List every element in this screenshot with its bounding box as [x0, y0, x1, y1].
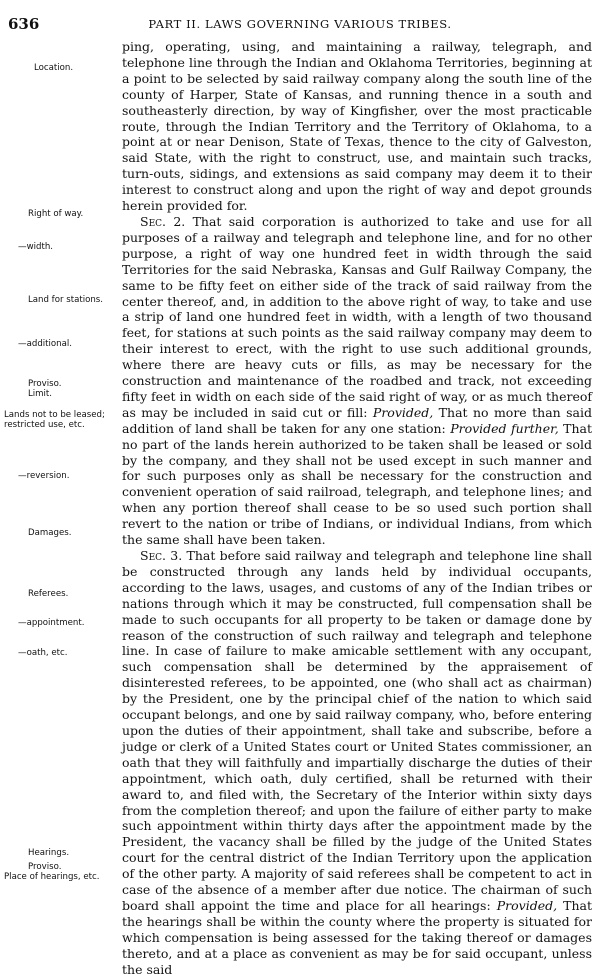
- section-3-text-a: That before said railway and telegraph and telephone line shall be constructed through any lands held by individual occupants, according to the laws, usages, and customs of any of the Indian tribes or nations through which it may be constructed, full compensation shall be made to such occupants for all property to be taken or damage done by reason of the construction of such railway and telegraph and telephone line. In case of failure to make amicable settlement with any occupant, such compensation shall be determined by the appraisement of disinterested referees, to be appointed, one (who shall act as chairman) by the President, one by the principal chief of the nation to which said occupant belongs, and one by said railway company, who, before entering upon the duties of their appointment, shall take and subscribe, before a judge or clerk of a United States court or United States commissioner, an oath that they will faithfully and impartially discharge the duties of their appointment, which oath, duly certified, shall be returned with their award to, and filed with, the Secretary of the Interior within sixty days from the completion thereof; and upon the failure of either party to make such appointment within thirty days after the appointment made by the President, the vacancy shall be filled by the judge of the United States court for the central district of the Indian Territory upon the application of the other party. A majority of said referees shall be competent to act in case of the absence of a member after due notice. The chairman of such board shall appoint the time and place for all hearings:: [122, 548, 592, 913]
- margin-note-appointment: —appointment.: [18, 618, 85, 628]
- section-2-text-c: That no part of the lands herein authorized to be taken shall be leased or sold by the company, and they shall not be used except in such manner and for such purposes only as shall be necessary for the construction and convenient operation of said railroad, telegraph, and telephone lines; and when any portion thereof shall cease to be so used such portion shall revert to the nation or tribe of Indians, or individual Indians, from which the same shall have been taken.: [122, 420, 592, 548]
- section-2-proviso-1: Provided,: [372, 404, 434, 420]
- document-body: [122, 39, 592, 977]
- paragraph-continuation: ping, operating, using, and maintaining a railway, telegraph, and telephone line through the Indian and Oklahoma Territories, beginning at a point to be selected by said railway company along the south line of the county of Harper, State of Kansas, and running thence in a south and southeasterly direction, by way of Kingfisher, over the most practicable route, through the Indian Territory and the Territory of Oklahoma, to a point at or near Denison, State of Texas, thence to the city of Galveston, said State, with the right to construct, use, and maintain such tracks, turn-outs, sidings, and extensions as said company may deem it to their interest to construct along and upon the right of way and depot grounds herein provided for.: [122, 39, 592, 214]
- margin-note-proviso: Proviso.: [28, 379, 62, 389]
- running-title: PART II. LAWS GOVERNING VARIOUS TRIBES.: [148, 17, 452, 31]
- margin-note-place-of-hearings: Place of hearings, etc.: [4, 872, 100, 882]
- section-3-text-b: That the hearings shall be within the county where the property is situated for which compensation is being assessed for the taking thereof or damages thereto, and at a place as convenient as may be for said occupant, unless the said: [122, 897, 592, 977]
- section-3-proviso: Provided,: [496, 897, 558, 913]
- section-2-text-a: That said corporation is authorized to take and use for all purposes of a railway and telegraph and telephone line, and for no other purpose, a right of way one hundred feet in width through the said Territories for the said Nebraska, Kansas and Gulf Railway Company, the same to be fifty feet on either side of the track of said railway from the center thereof, and, in addition to the above right of way, to take and use a strip of land one hundred feet in width, with a length of two thousand feet, for stations at such points as the said railway company may deem to their interest to erect, with the right to use such additional grounds, where there are heavy cuts or fills, as may be necessary for the construction and maintenance of the roadbed and track, not exceeding fifty feet in width on each side of the said right of way, or as much thereof as may be included in said cut or fill:: [122, 213, 592, 420]
- margin-note-land-for-stations: Land for stations.: [28, 295, 104, 305]
- margin-note-proviso-2: Proviso.: [28, 862, 62, 872]
- margin-note-referees: Referees.: [28, 589, 69, 599]
- section-3: [122, 548, 592, 977]
- margin-note-right-of-way: Right of way.: [28, 209, 84, 219]
- margin-note-damages: Damages.: [28, 528, 72, 538]
- margin-notes: [0, 0, 118, 931]
- section-3-label: Sec. 3.: [140, 548, 183, 563]
- margin-note-hearings: Hearings.: [28, 848, 70, 858]
- margin-note-lands-not-leased: Lands not to be leased; restricted use, etc.: [4, 410, 105, 430]
- margin-note-width: —width.: [18, 242, 54, 252]
- section-2-label: Sec. 2.: [140, 213, 186, 229]
- margin-note-limit: Limit.: [28, 389, 53, 399]
- section-2-proviso-2: Provided further,: [450, 420, 559, 436]
- margin-note-oath: —oath, etc.: [18, 648, 68, 658]
- margin-note-location: Location.: [34, 63, 74, 73]
- page-number: 636: [8, 15, 40, 33]
- section-2-text-b: That no more than said addition of land shall be taken for any one station:: [122, 404, 592, 436]
- section-2: [122, 214, 592, 548]
- margin-note-additional: —additional.: [18, 339, 73, 349]
- margin-note-reversion: —reversion.: [18, 471, 70, 481]
